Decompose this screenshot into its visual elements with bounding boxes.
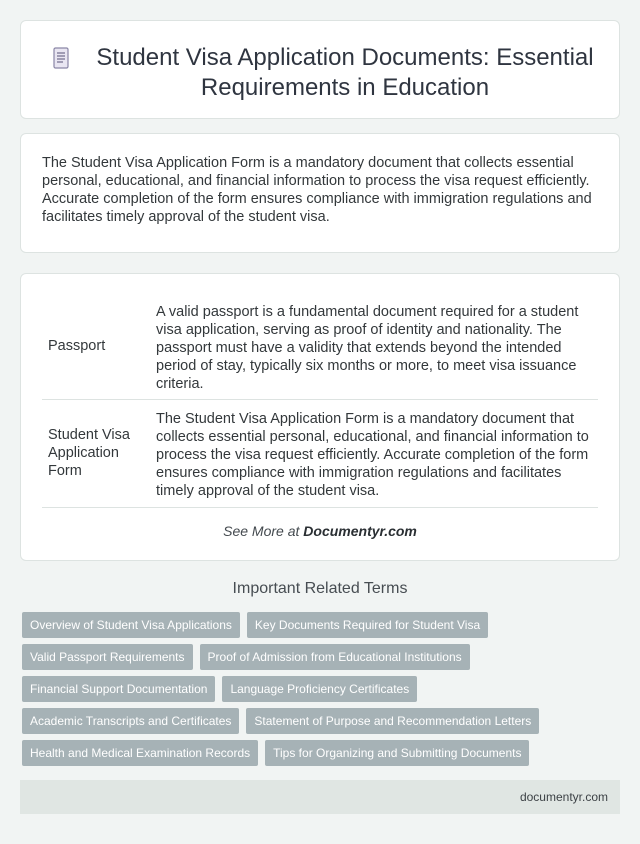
footer bbox=[20, 780, 620, 814]
related-term-tag[interactable]: Valid Passport Requirements bbox=[22, 644, 193, 670]
tag-row bbox=[22, 676, 622, 702]
related-term-tag[interactable]: Key Documents Required for Student Visa bbox=[247, 612, 488, 638]
document-description: The Student Visa Application Form is a mandatory document that collects essential personal, educational, and financial information to process the visa request efficiently. Accurate completion of the form ensures compliance with immigration regulations and facilitates timely approval of the student visa. bbox=[152, 399, 598, 507]
see-more-site[interactable]: Documentyr.com bbox=[303, 523, 417, 539]
related-term-tag[interactable]: Academic Transcripts and Certificates bbox=[22, 708, 239, 734]
document-description: A valid passport is a fundamental document required for a student visa application, serving as proof of identity and nationality. The passport must have a validity that extends beyond the intended period of stay, typically six months or more, to meet visa issuance criteria. bbox=[152, 293, 598, 399]
tag-row bbox=[22, 612, 622, 638]
summary-card bbox=[20, 133, 620, 253]
tag-row bbox=[22, 644, 622, 670]
related-terms-tags bbox=[22, 612, 622, 772]
related-term-tag[interactable]: Overview of Student Visa Applications bbox=[22, 612, 240, 638]
related-term-tag[interactable]: Tips for Organizing and Submitting Documents bbox=[265, 740, 529, 766]
table-row bbox=[42, 399, 598, 507]
related-term-tag[interactable]: Language Proficiency Certificates bbox=[222, 676, 417, 702]
documents-table bbox=[42, 293, 598, 508]
summary-text: The Student Visa Application Form is a mandatory document that collects essential personal, educational, and financial information to process the visa request efficiently. Accurate completion of the form ensures compliance with immigration regulations and facilitates timely approval of the student visa. bbox=[42, 155, 592, 225]
related-terms-title: Important Related Terms bbox=[232, 580, 408, 597]
related-term-tag[interactable]: Financial Support Documentation bbox=[22, 676, 215, 702]
related-term-tag[interactable]: Health and Medical Examination Records bbox=[22, 740, 258, 766]
document-name: Passport bbox=[42, 293, 152, 399]
documents-card bbox=[20, 273, 620, 561]
tag-row bbox=[22, 740, 622, 766]
document-name: Student Visa Application Form bbox=[42, 399, 152, 507]
footer-site[interactable]: documentyr.com bbox=[519, 790, 608, 804]
table-row bbox=[42, 293, 598, 399]
see-more-prefix: See More at bbox=[223, 523, 300, 539]
related-term-tag[interactable]: Statement of Purpose and Recommendation Letters bbox=[246, 708, 539, 734]
related-term-tag[interactable]: Proof of Admission from Educational Institutions bbox=[200, 644, 470, 670]
page-title: Student Visa Application Documents: Essential Requirements in Education bbox=[96, 44, 594, 101]
see-more-link[interactable] bbox=[21, 523, 619, 539]
tag-row bbox=[22, 708, 622, 734]
title-card bbox=[20, 20, 620, 119]
